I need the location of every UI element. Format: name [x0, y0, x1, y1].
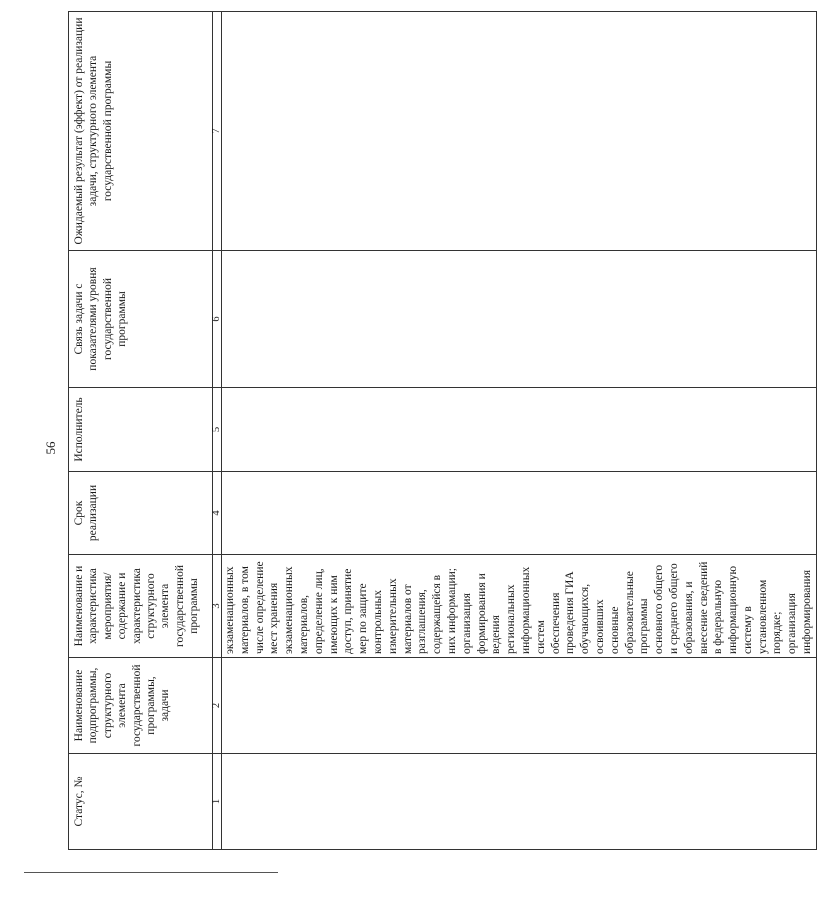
header-row [69, 12, 213, 850]
header-measure-description: Наименование и характеристика мероприятия/содержание и характеристика структурного элемента государственной программы [69, 555, 213, 658]
cell-measure-description [222, 555, 817, 658]
measure-description-text: экзаменационных материалов, в том числе определение мест хранения экзаменационных материалов, определение лиц, имеющих к ним доступ, принятие мер по защите контрольных измерительных материалов от разглашения, содержащейся в них информации; организация формирования и ведения региональных информационных систем обеспечения проведения ГИА обучающихся, освоивших основные образовательные программы основного общего и среднего общего образования, и внесение сведений в федеральную информационную систему в установленном порядке; организация информирования [224, 561, 814, 654]
header-subprogram-name: Наименование подпрограммы, структурного элемента государственной программы, задачи [69, 658, 213, 754]
cell-executor [222, 388, 817, 472]
program-table [68, 11, 817, 850]
cell-expected-result [222, 12, 817, 251]
header-expected-result: Ожидаемый результат (эффект) от реализации задачи, структурного элемента государственной программы [69, 12, 213, 251]
column-number: 7 [213, 12, 222, 251]
cell-subprogram [222, 658, 817, 754]
header-status-number: Статус, № [69, 754, 213, 850]
column-number: 4 [213, 472, 222, 555]
column-number: 3 [213, 555, 222, 658]
header-implementation-period: Срок реализации [69, 472, 213, 555]
column-number: 1 [213, 754, 222, 850]
cell-indicator-link [222, 251, 817, 388]
column-number: 5 [213, 388, 222, 472]
column-number: 2 [213, 658, 222, 754]
footer-rule [24, 872, 278, 873]
column-number-row [213, 12, 222, 850]
table-row [222, 12, 817, 850]
header-indicator-link: Связь задачи с показателями уровня государственной программы [69, 251, 213, 388]
header-executor: Исполнитель [69, 388, 213, 472]
column-number: 6 [213, 251, 222, 388]
page-number: 56 [43, 441, 58, 455]
cell-period [222, 472, 817, 555]
landscape-page [68, 12, 814, 850]
rotated-page-container [68, 12, 814, 850]
cell-status [222, 754, 817, 850]
